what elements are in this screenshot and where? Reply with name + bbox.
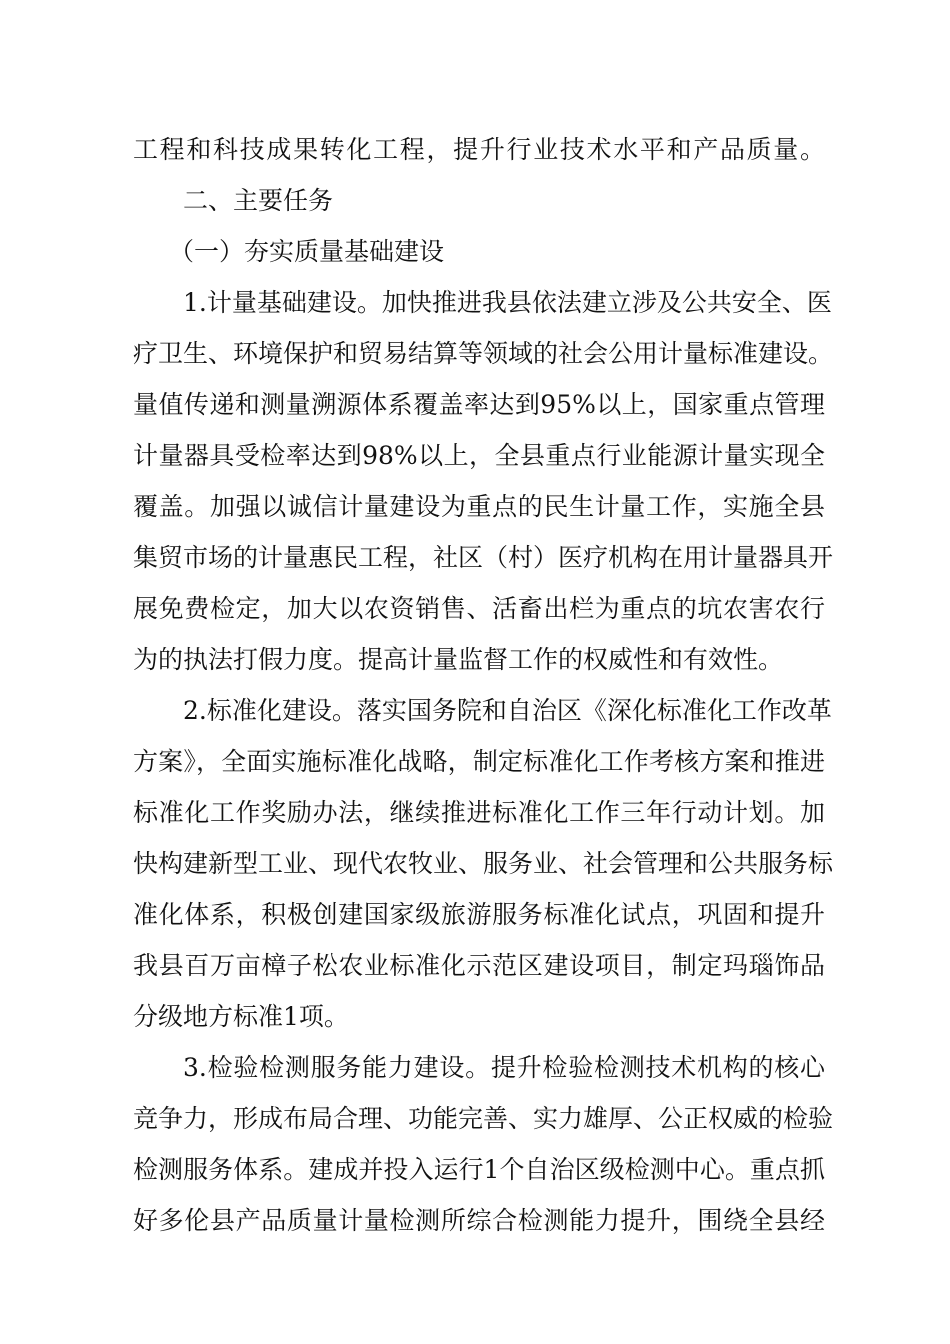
paragraph-line: 集贸市场的计量惠民工程，社区（村）医疗机构在用计量器具开: [133, 543, 834, 572]
paragraph-line: 3.检验检测服务能力建设。提升检验检测技术机构的核心: [183, 1053, 825, 1082]
paragraph-line: 计量器具受检率达到98%以上，全县重点行业能源计量实现全: [133, 441, 825, 470]
paragraph-standardization: [133, 685, 834, 1042]
paragraph-metrology: [133, 277, 834, 685]
paragraph-line: 分级地方标准1项。: [133, 1002, 349, 1031]
paragraph-line: 标准化工作奖励办法，继续推进标准化工作三年行动计划。加: [133, 798, 825, 827]
subsection-heading: （一）夯实质量基础建设: [169, 237, 445, 266]
paragraph-line: 快构建新型工业、现代农牧业、服务业、社会管理和公共服务标: [133, 849, 834, 878]
intro-line: 工程和科技成果转化工程，提升行业技术水平和产品质量。: [133, 135, 825, 164]
paragraph-testing: [133, 1042, 834, 1246]
paragraph-line: 方案》，全面实施标准化战略，制定标准化工作考核方案和推进: [133, 747, 825, 776]
paragraph-line: 好多伦县产品质量计量检测所综合检测能力提升，围绕全县经: [133, 1206, 825, 1235]
paragraph-line: 量值传递和测量溯源体系覆盖率达到95%以上，国家重点管理: [133, 390, 825, 419]
paragraph-line: 覆盖。加强以诚信计量建设为重点的民生计量工作，实施全县: [133, 492, 825, 521]
paragraph-line: 展免费检定，加大以农资销售、活畜出栏为重点的坑农害农行: [133, 594, 825, 623]
paragraph-line: 为的执法打假力度。提高计量监督工作的权威性和有效性。: [133, 645, 784, 674]
paragraph-line: 检测服务体系。建成并投入运行1个自治区级检测中心。重点抓: [133, 1155, 825, 1184]
paragraph-line: 竞争力，形成布局合理、功能完善、实力雄厚、公正权威的检验: [133, 1104, 834, 1133]
paragraph-line: 我县百万亩樟子松农业标准化示范区建设项目，制定玛瑙饰品: [133, 951, 825, 980]
paragraph-line: 2.标准化建设。落实国务院和自治区《深化标准化工作改革: [183, 696, 832, 725]
paragraph-line: 准化体系，积极创建国家级旅游服务标准化试点，巩固和提升: [133, 900, 825, 929]
paragraph-line: 1.计量基础建设。加快推进我县依法建立涉及公共安全、医: [183, 288, 832, 317]
section-heading: 二、主要任务: [183, 186, 334, 215]
document-body: [133, 124, 834, 1246]
paragraph-line: 疗卫生、环境保护和贸易结算等领域的社会公用计量标准建设。: [133, 339, 834, 368]
